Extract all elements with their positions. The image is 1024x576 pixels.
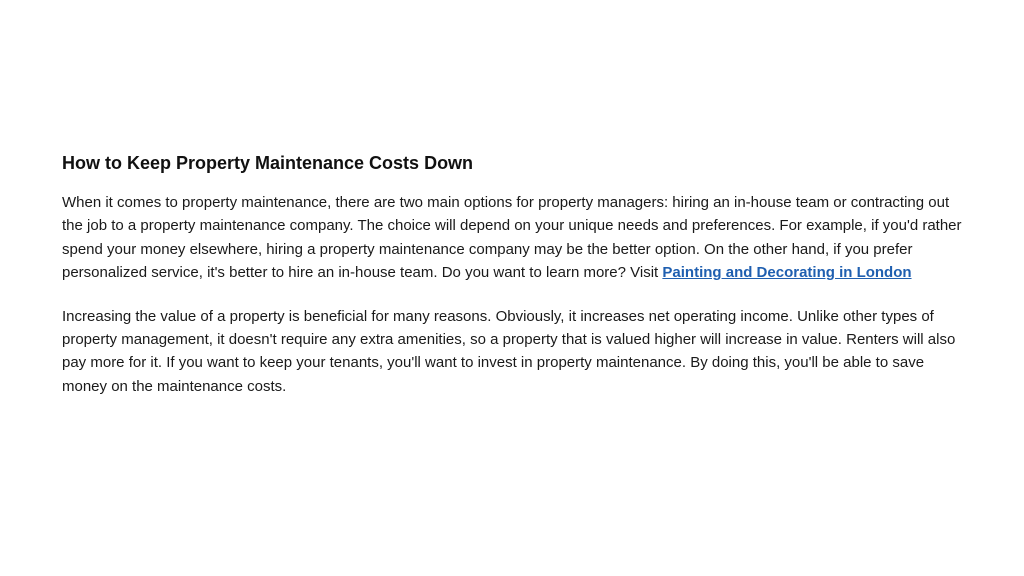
article	[62, 151, 962, 418]
paragraph-1-text: When it comes to property maintenance, there are two main options for property managers: hiring an in-house team or contracting out the job to a property maintenance company. The choice will depend on your unique needs and preferences. For example, if you'd rather spend your money elsewhere, hiring a property maintenance company may be the better option. On the other hand, if you prefer personalized service, it's better to hire an in-house team. Do you want to learn more? Visit	[62, 194, 962, 282]
article-title: How to Keep Property Maintenance Costs Down	[62, 153, 474, 173]
article-paragraph-2: Increasing the value of a property is beneficial for many reasons. Obviously, it increases net operating income. Unlike other types of property management, it doesn't require any extra amenities, so a property that is valued higher will increase in value. Renters will also pay more for it. If you want to keep your tenants, you'll want to invest in property maintenance. By doing this, you'll be able to save money on the maintenance costs.	[62, 307, 956, 395]
painting-decorating-link[interactable]: Painting and Decorating in London	[662, 264, 912, 282]
article-paragraph-1	[62, 191, 962, 285]
